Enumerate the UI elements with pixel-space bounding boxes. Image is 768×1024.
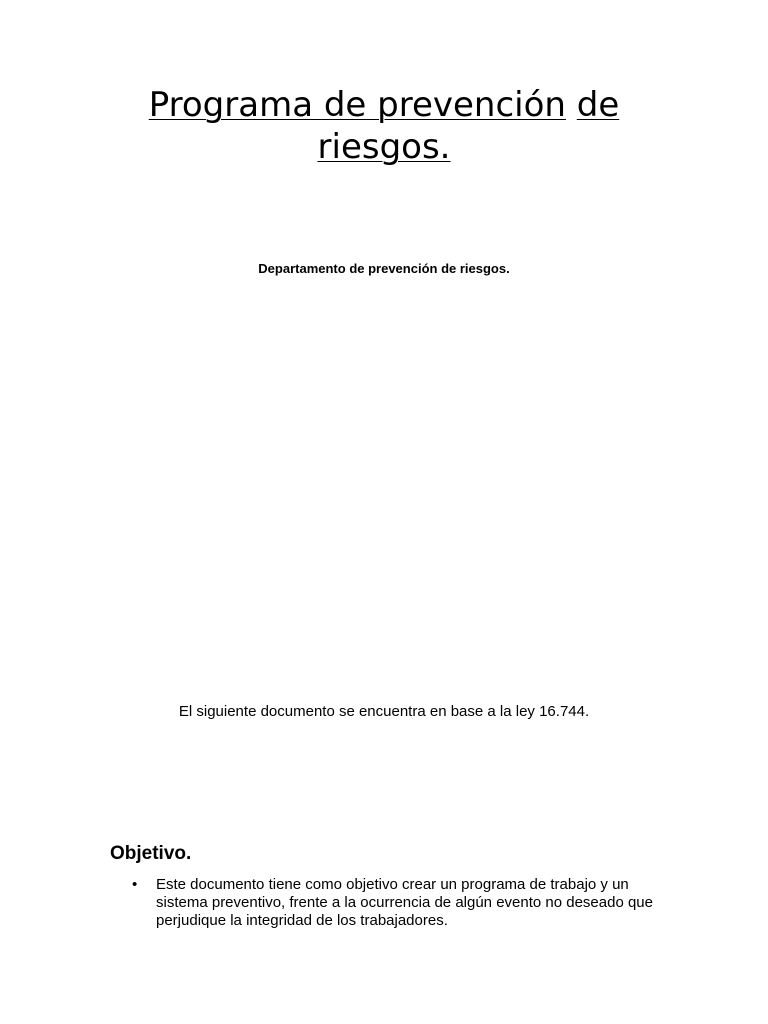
document-title [84,84,684,168]
document-title-part-1: Programa de prevención [148,85,566,125]
document-title-part-2: de riesgos. [317,85,620,167]
list-item [110,876,670,930]
objective-bullet-list [110,876,670,930]
objective-heading: Objetivo. [110,843,192,864]
objective-bullet-text: Este documento tiene como objetivo crear un programa de trabajo y un sistema preventivo, frente a la ocurrencia de algún evento no deseado que perjudique la integridad de los trabajadores. [156,876,653,929]
bullet-icon: • [132,876,138,893]
law-reference-note: El siguiente documento se encuentra en base a la ley 16.744. [178,703,590,720]
department-name: Departamento de prevención de riesgos. [258,261,510,276]
